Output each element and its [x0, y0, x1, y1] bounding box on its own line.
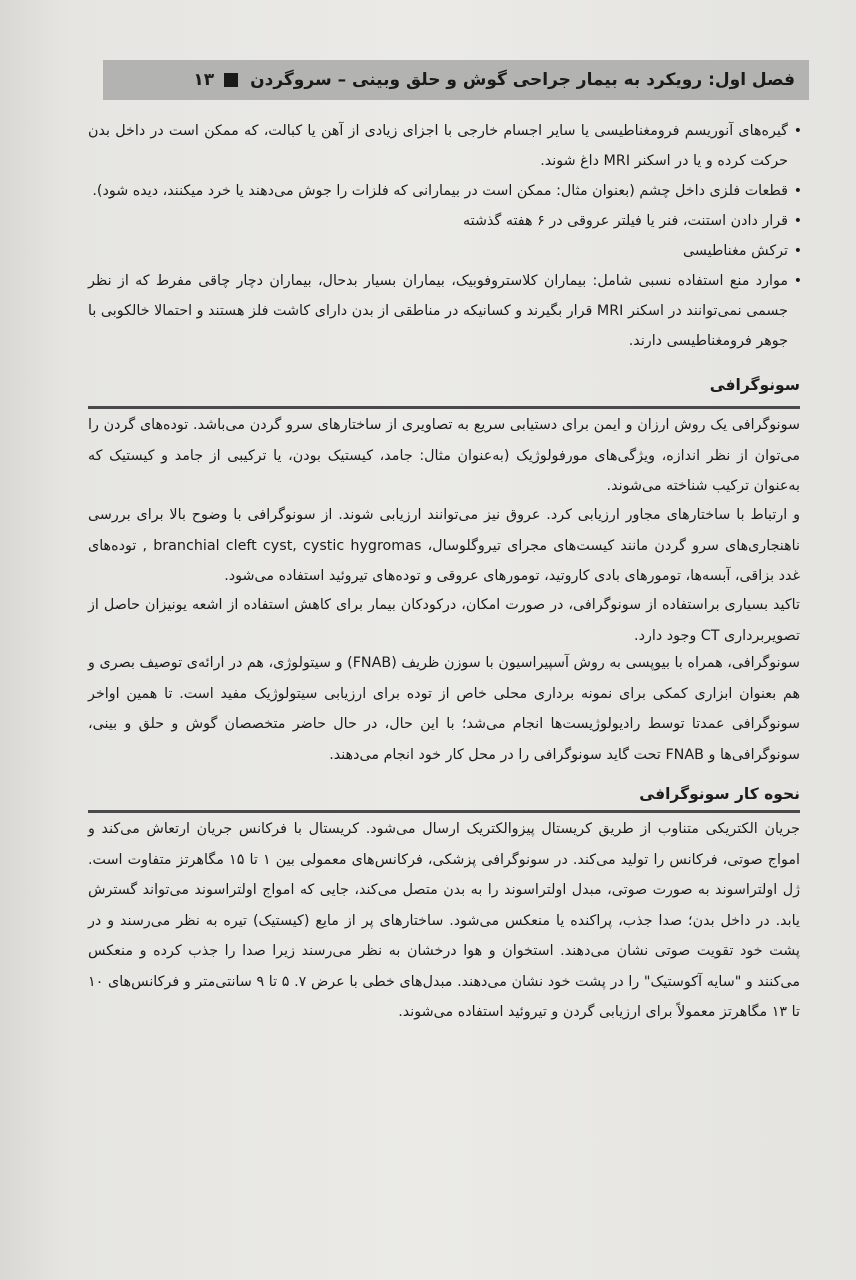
section-divider	[88, 406, 800, 409]
chapter-title: فصل اول: رویکرد به بیمار جراحی گوش و حلق وبینی – سروگردن	[250, 70, 795, 90]
bullet-icon: •	[793, 123, 802, 139]
contraindication-list	[88, 116, 802, 356]
paragraph: سونوگرافی، همراه با بیوپسی به روش آسپیراسیون با سوزن ظریف (FNAB) و سیتولوژی، هم در ارائه‌ی توصیف بصری و هم بعنوان ابزاری کمکی برای نمونه برداری محلی خاص از توده برای ارزیابی سیتولوژیک مفید است. تا همین اواخر سونوگرافی عمدتا توسط رادیولوژیست‌ها انجام می‌شد؛ با این حال، در حال حاضر متخصصان گوش و حلق و بینی، سونوگرافی‌ها و FNAB تحت گاید سونوگرافی را در محل کار خود انجام می‌دهند.	[88, 655, 800, 763]
bullet-icon: •	[793, 213, 802, 229]
page-number: ۱۳	[193, 70, 215, 90]
bullet-icon: •	[793, 243, 802, 259]
paragraph: و ارتباط با ساختارهای مجاور ارزیابی کرد. عروق نیز می‌توانند ارزیابی شوند. از سونوگرافی با وضوح بالا برای بررسی ناهنجاری‌های سرو گردن مانند کیست‌های مجرای تیروگلوسال، branchial cleft cyst, cystic hygromas , توده‌های غدد بزاقی، آبسه‌ها، تومورهای بادی کاروتید، تومورهای عروقی و توده‌های تیروئید استفاده می‌شود.	[88, 507, 800, 584]
section-heading: نحوه کار سونوگرافی	[639, 785, 800, 803]
paragraph: جریان الکتریکی متناوب از طریق کریستال پیزوالکتریک ارسال می‌شود. کریستال با فرکانس جریان ارتعاش می‌کند و امواج صوتی، فرکانس را تولید می‌کند. در سونوگرافی پزشکی، فرکانس‌های معمولی بین ۱ تا ۱۵ مگاهرتز متفاوت است. ژل اولتراسوند به صورت صوتی، مبدل اولتراسوند را به بدن متصل می‌کند، جایی که امواج اولتراسوند می‌تواند گسترش یابد. در داخل بدن؛ صدا جذب، پراکنده یا منعکس می‌شود. ساختارهای پر از مایع (کیستیک) تیره به نظر می‌رسند و در پشت خود تقویت صوتی نشان می‌دهند. استخوان و هوا درخشان به نظر می‌رسند زیرا صدا را جذب کرده و منعکس می‌کنند و "سایه آکوستیک" را در پشت خود نشان می‌دهند. مبدل‌های خطی با عرض ۷. ۵ تا ۹ سانتی‌متر و فرکانس‌های ۱۰ تا ۱۳ مگاهرتز معمولاً برای ارزیابی گردن و تیروئید استفاده می‌شوند.	[88, 821, 801, 1020]
list-item: • ترکش مغناطیسی	[88, 236, 788, 266]
list-item: • گیره‌های آنوریسم فرومغناطیسی یا سایر اجسام خارجی با اجزای زیادی از آهن یا کبالت، که ممکن است در داخل بدن حرکت کرده و یا در اسکنر MRI داغ شوند.	[88, 116, 788, 176]
list-item: • قرار دادن استنت، فنر یا فیلتر عروقی در ۶ هفته گذشته	[88, 206, 788, 236]
header-square-icon	[224, 73, 238, 87]
section-heading: سونوگرافی	[709, 376, 800, 394]
section-divider	[88, 810, 800, 813]
list-item: • قطعات فلزی داخل چشم (بعنوان مثال: ممکن است در بیمارانی که فلزات را جوش می‌دهند یا خرد میکنند، دیده شود).	[88, 176, 788, 206]
list-item: • موارد منع استفاده نسبی شامل: بیماران کلاستروفوبیک، بیماران بسیار بدحال، بیماران دچار چاقی مفرط که از نظر جسمی نمی‌توانند در اسکنر MRI قرار بگیرند و کسانیکه در مناطقی از بدن دارای کاشت فلز هستند و احتمالا خالکوبی با جوهر فرومغناطیسی دارند.	[88, 266, 788, 356]
chapter-header	[103, 60, 809, 100]
paragraph: سونوگرافی یک روش ارزان و ایمن برای دستیابی سریع به تصاویری از ساختارهای سرو گردن می‌باشد. توده‌های گردن را می‌توان از نظر اندازه، ویژگی‌های مورفولوژیک (به‌عنوان مثال: جامد، کیستیک بودن، یا ترکیبی از جامد و کیستیک که به‌عنوان ترکیب شناخته می‌شوند.	[88, 417, 800, 494]
bullet-icon: •	[793, 273, 802, 289]
bullet-icon: •	[793, 183, 802, 199]
paragraph: تاکید بسیاری براستفاده از سونوگرافی، در صورت امکان، درکودکان بیمار برای کاهش استفاده از اشعه یونیزان حاصل از تصویربرداری CT وجود دارد.	[88, 597, 800, 644]
